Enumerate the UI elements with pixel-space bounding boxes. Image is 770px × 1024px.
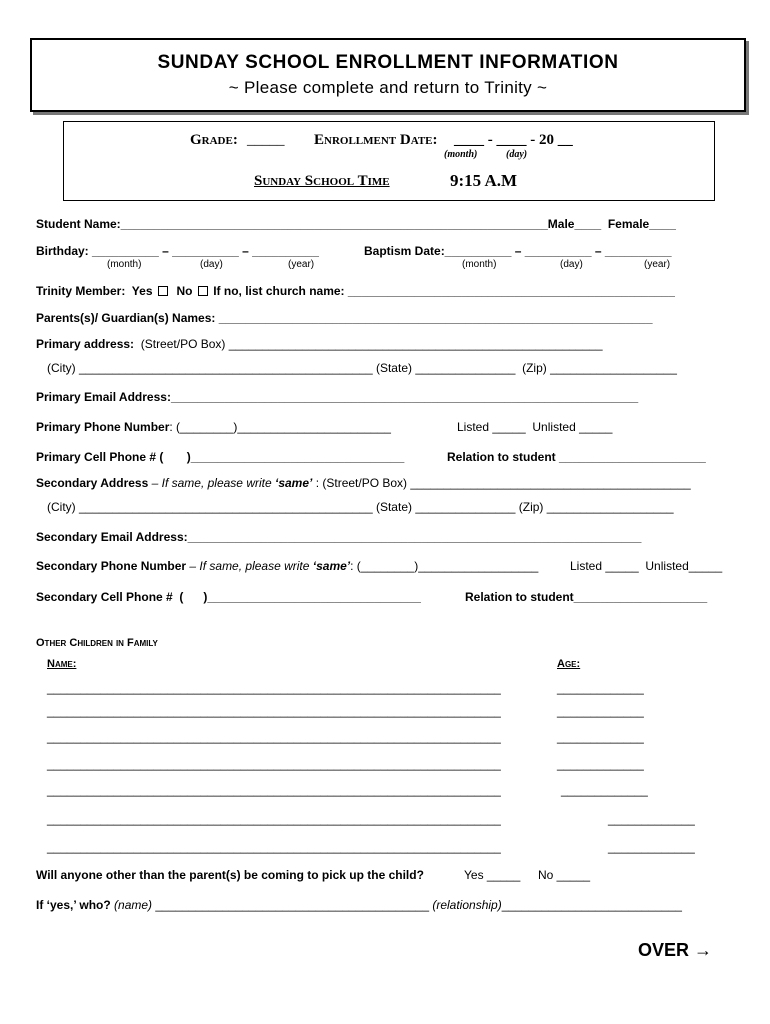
secondary-phone-same: ‘same’ xyxy=(312,559,351,573)
secondary-address-row xyxy=(36,476,691,490)
form-title: SUNDAY SCHOOL ENROLLMENT INFORMATION xyxy=(157,52,619,73)
primary-address-label: Primary address: xyxy=(36,337,135,351)
baptism-year-hint: (year) xyxy=(644,259,671,270)
primary-address-row xyxy=(36,337,603,351)
grade-enrollment-box xyxy=(63,121,715,201)
child-name-line[interactable]: ____________________________________________________________________ xyxy=(47,681,501,695)
primary-cell-label: Primary Cell Phone # xyxy=(36,450,160,464)
secondary-address-label: Secondary Address xyxy=(36,476,149,490)
pickup-who-row xyxy=(36,898,682,912)
member-no-label: No xyxy=(176,284,193,298)
secondary-address-note: – If same, please write xyxy=(148,476,275,490)
primary-address-field[interactable]: (Street/PO Box) ________________________________________________________ xyxy=(134,337,603,351)
secondary-phone-row xyxy=(36,559,538,573)
secondary-phone-field[interactable]: : (________)__________________ xyxy=(350,559,539,573)
birthday-field[interactable]: Birthday: __________ – __________ – __________ xyxy=(36,244,319,258)
child-name-line[interactable]: ____________________________________________________________________ xyxy=(47,812,501,826)
birthday-month-hint: (month) xyxy=(107,259,142,270)
primary-email-field[interactable]: Primary Email Address:______________________________________________________________________ xyxy=(36,390,639,404)
enrollment-date-label: Enrollment Date: xyxy=(314,132,438,148)
grade-label: Grade: xyxy=(190,132,238,148)
child-age-line[interactable]: _____________ xyxy=(557,704,644,718)
grade-blank[interactable]: _____ xyxy=(247,132,285,148)
secondary-cell-row xyxy=(36,590,421,604)
relation-to-student-2[interactable]: Relation to student____________________ xyxy=(465,590,708,604)
sunday-school-time-value: 9:15 A.M xyxy=(450,171,518,190)
over-indicator: OVER → xyxy=(638,940,713,960)
pickup-question: Will anyone other than the parent(s) be coming to pick up the child? xyxy=(36,868,424,882)
birthday-day-hint: (day) xyxy=(200,259,223,270)
pickup-who-label: If ‘yes,’ who? xyxy=(36,898,111,912)
child-name-line[interactable]: ____________________________________________________________________ xyxy=(47,730,501,744)
baptism-date-field[interactable]: Baptism Date:__________ – __________ – __________ xyxy=(364,244,672,258)
other-children-heading: Other Children in Family xyxy=(36,637,158,649)
secondary-address-same: ‘same’ xyxy=(275,476,313,490)
child-name-line[interactable]: ____________________________________________________________________ xyxy=(47,783,501,797)
primary-phone-field[interactable]: : (________)_______________________ xyxy=(169,420,391,434)
children-name-label: Name: xyxy=(47,658,77,670)
baptism-month-hint: (month) xyxy=(462,259,497,270)
secondary-cell-field[interactable]: ( )________________________________ xyxy=(179,590,421,604)
form-header xyxy=(30,38,746,112)
primary-cell-row xyxy=(36,450,404,464)
secondary-city-state-zip[interactable]: (City) ____________________________________________ (State) _______________ (Zip) ___________________ xyxy=(47,500,674,514)
sunday-school-time-label: Sunday School Time xyxy=(254,173,390,189)
trinity-member-row xyxy=(36,284,675,298)
trinity-member-label: Trinity Member: Yes xyxy=(36,284,153,298)
student-name-field[interactable]: Student Name:________________________________________________________________Male____ Female____ xyxy=(36,217,676,231)
pickup-name-field[interactable]: _________________________________________ xyxy=(155,898,433,912)
relation-to-student-1[interactable]: Relation to student ______________________ xyxy=(447,450,706,464)
child-age-line[interactable]: _____________ xyxy=(561,783,648,797)
child-age-line[interactable]: _____________ xyxy=(557,681,644,695)
pickup-yes[interactable]: Yes _____ xyxy=(464,868,521,882)
enrollment-date-blank[interactable]: ____ - ____ - 20 __ xyxy=(454,132,573,148)
child-age-line[interactable]: _____________ xyxy=(557,730,644,744)
secondary-cell-label: Secondary Cell Phone # xyxy=(36,590,180,604)
day-hint: (day) xyxy=(506,149,528,160)
secondary-phone-note: – If same, please write xyxy=(186,559,313,573)
pickup-relationship-field[interactable]: ___________________________ xyxy=(501,898,682,912)
parents-field[interactable]: Parents(s)/ Guardian(s) Names: _________________________________________________________________ xyxy=(36,311,653,325)
child-name-line[interactable]: ____________________________________________________________________ xyxy=(47,840,501,854)
child-name-line[interactable]: ____________________________________________________________________ xyxy=(47,704,501,718)
child-age-line[interactable]: _____________ xyxy=(608,840,695,854)
primary-cell-field[interactable]: ( )________________________________ xyxy=(159,450,405,464)
child-age-line[interactable]: _____________ xyxy=(557,757,644,771)
secondary-email-field[interactable]: Secondary Email Address:____________________________________________________________________ xyxy=(36,530,642,544)
primary-phone-row xyxy=(36,420,391,434)
secondary-address-field[interactable]: : (Street/PO Box) __________________________________________ xyxy=(312,476,691,490)
form-subtitle: ~ Please complete and return to Trinity ~ xyxy=(228,78,548,97)
children-age-label: Age: xyxy=(557,658,581,670)
church-name-field[interactable]: If no, list church name: _________________________________________________ xyxy=(213,284,675,298)
primary-phone-listed[interactable]: Listed _____ Unlisted _____ xyxy=(457,420,613,434)
child-name-line[interactable]: ____________________________________________________________________ xyxy=(47,757,501,771)
member-no-checkbox[interactable] xyxy=(198,286,208,296)
primary-phone-label: Primary Phone Number xyxy=(36,420,170,434)
birthday-year-hint: (year) xyxy=(288,259,315,270)
pickup-no[interactable]: No _____ xyxy=(538,868,591,882)
child-age-line[interactable]: _____________ xyxy=(608,812,695,826)
member-yes-checkbox[interactable] xyxy=(158,286,168,296)
month-hint: (month) xyxy=(444,149,478,160)
secondary-phone-listed[interactable]: Listed _____ Unlisted_____ xyxy=(570,559,723,573)
pickup-name-hint: (name) xyxy=(110,898,156,912)
secondary-phone-label: Secondary Phone Number xyxy=(36,559,187,573)
primary-city-state-zip[interactable]: (City) ____________________________________________ (State) _______________ (Zip) ___________________ xyxy=(47,361,677,375)
pickup-relationship-hint: (relationship) xyxy=(432,898,502,912)
baptism-day-hint: (day) xyxy=(560,259,583,270)
